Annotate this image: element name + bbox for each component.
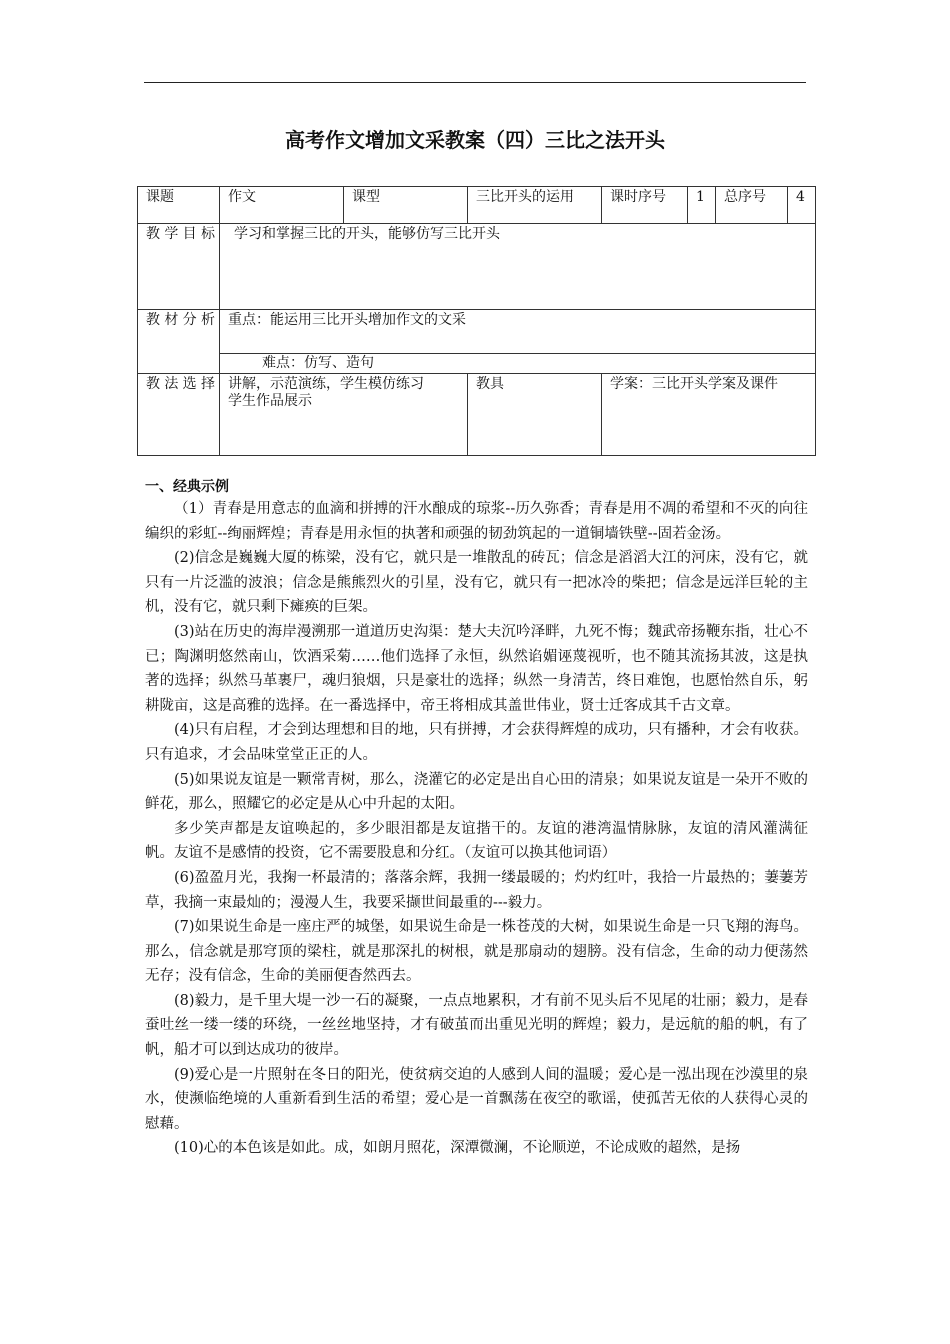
tools-value: 学案：三比开头学案及课件 bbox=[602, 374, 816, 456]
table-row bbox=[138, 224, 816, 310]
example-paragraph: 多少笑声都是友谊唤起的，多少眼泪都是友谊揩干的。友谊的港湾温情脉脉，友谊的清风灌满征帆。友谊不是感情的投资，它不需要股息和分红。（友谊可以换其他词语） bbox=[145, 820, 808, 862]
objective-label: 教学目标 bbox=[138, 224, 220, 310]
analysis-label: 教材分析 bbox=[138, 310, 220, 374]
example-paragraph: (2)信念是巍巍大厦的栋梁，没有它，就只是一堆散乱的砖瓦；信念是滔滔大江的河床，没有它，就只有一片泛滥的波浪；信念是熊熊烈火的引星，没有它，就只有一把冰冷的柴把；信念是远洋巨轮的主机，没有它，就只剩下瘫痪的巨架。 bbox=[145, 550, 808, 616]
lesson-info-table bbox=[137, 186, 816, 456]
table-row bbox=[138, 310, 816, 354]
method-value bbox=[220, 374, 468, 456]
tools-label: 教具 bbox=[468, 374, 602, 456]
method-line: 学生作品展示 bbox=[228, 393, 312, 409]
keshi-value: 1 bbox=[688, 187, 716, 224]
table-row bbox=[138, 187, 816, 224]
difficult-point: 难点：仿写、造句 bbox=[220, 354, 816, 374]
table-row bbox=[138, 374, 816, 456]
examples-body bbox=[145, 497, 808, 1161]
example-paragraph: (3)站在历史的海岸漫溯那一道道历史沟渠：楚大夫沉吟泽畔，九死不悔；魏武帝扬鞭东指，壮心不已；陶渊明悠然南山，饮酒采菊……他们选择了永恒，纵然谄媚诬蔑视听，也不随其流扬其波，这是执著的选择；纵然马革裹尸，魂归狼烟，只是豪壮的选择；纵然一身清苦，终日难饱，也愿怡然自乐，躬耕陇亩，这是高雅的选择。在一番选择中，帝王将相成其盖世伟业，贤士迁客成其千古文章。 bbox=[145, 623, 808, 714]
example-paragraph: (6)盈盈月光，我掬一杯最清的；落落余辉，我拥一缕最暖的；灼灼红叶，我拾一片最热的；萋萋芳草，我摘一束最灿的；漫漫人生，我要采撷世间最重的---毅力。 bbox=[145, 869, 808, 911]
example-paragraph: （1）青春是用意志的血滴和拼搏的汗水酿成的琼浆--历久弥香；青春是用不凋的希望和不灭的向往编织的彩虹--绚丽辉煌；青春是用永恒的执著和顽强的韧劲筑起的一道铜墙铁壁--固若金汤。 bbox=[145, 501, 808, 542]
example-paragraph: (9)爱心是一片照射在冬日的阳光，使贫病交迫的人感到人间的温暖；爱心是一泓出现在沙漠里的泉水，使濒临绝境的人重新看到生活的希望；爱心是一首飘荡在夜空的歌谣，使孤苦无依的人获得心灵的慰藉。 bbox=[145, 1066, 808, 1132]
kexing-label: 课型 bbox=[344, 187, 468, 224]
example-paragraph: (7)如果说生命是一座庄严的城堡，如果说生命是一株苍茂的大树，如果说生命是一只飞翔的海鸟。那么，信念就是那穹顶的梁柱，就是那深扎的树根，就是那扇动的翅膀。没有信念，生命的动力便荡然无存；没有信念，生命的美丽便杳然西去。 bbox=[145, 919, 808, 985]
example-paragraph: (10)心的本色该是如此。成，如朗月照花，深潭微澜，不论顺逆，不论成败的超然，是扬 bbox=[174, 1140, 741, 1157]
key-point: 重点：能运用三比开头增加作文的文采 bbox=[220, 310, 816, 354]
section-heading: 一、经典示例 bbox=[145, 479, 229, 495]
zong-label: 总序号 bbox=[716, 187, 788, 224]
header-rule bbox=[144, 82, 806, 83]
example-paragraph: (4)只有启程，才会到达理想和目的地，只有拼搏，才会获得辉煌的成功，只有播种，才会有收获。只有追求，才会品味堂堂正正的人。 bbox=[145, 722, 808, 763]
example-paragraph: (5)如果说友谊是一颗常青树，那么，浇灌它的必定是出自心田的清泉；如果说友谊是一朵开不败的鲜花，那么，照耀它的必定是从心中升起的太阳。 bbox=[145, 771, 808, 813]
keti-label: 课题 bbox=[138, 187, 220, 224]
method-line: 讲解，示范演练，学生模仿练习 bbox=[228, 376, 424, 392]
method-label: 教法选择 bbox=[138, 374, 220, 456]
keshi-label: 课时序号 bbox=[602, 187, 688, 224]
table-row bbox=[138, 354, 816, 374]
page-title: 高考作文增加文采教案（四）三比之法开头 bbox=[285, 128, 665, 152]
example-paragraph: (8)毅力，是千里大堤一沙一石的凝聚，一点点地累积，才有前不见头后不见尾的壮丽；毅力，是春蚕吐丝一缕一缕的环绕，一丝丝地坚持，才有破茧而出重见光明的辉煌；毅力，是远航的船的帆，有了帆，船才可以到达成功的彼岸。 bbox=[145, 992, 808, 1059]
kexing-value: 三比开头的运用 bbox=[468, 187, 602, 224]
objective-value: 学习和掌握三比的开头，能够仿写三比开头 bbox=[220, 224, 816, 310]
zong-value: 4 bbox=[788, 187, 816, 224]
keti-value: 作文 bbox=[220, 187, 344, 224]
